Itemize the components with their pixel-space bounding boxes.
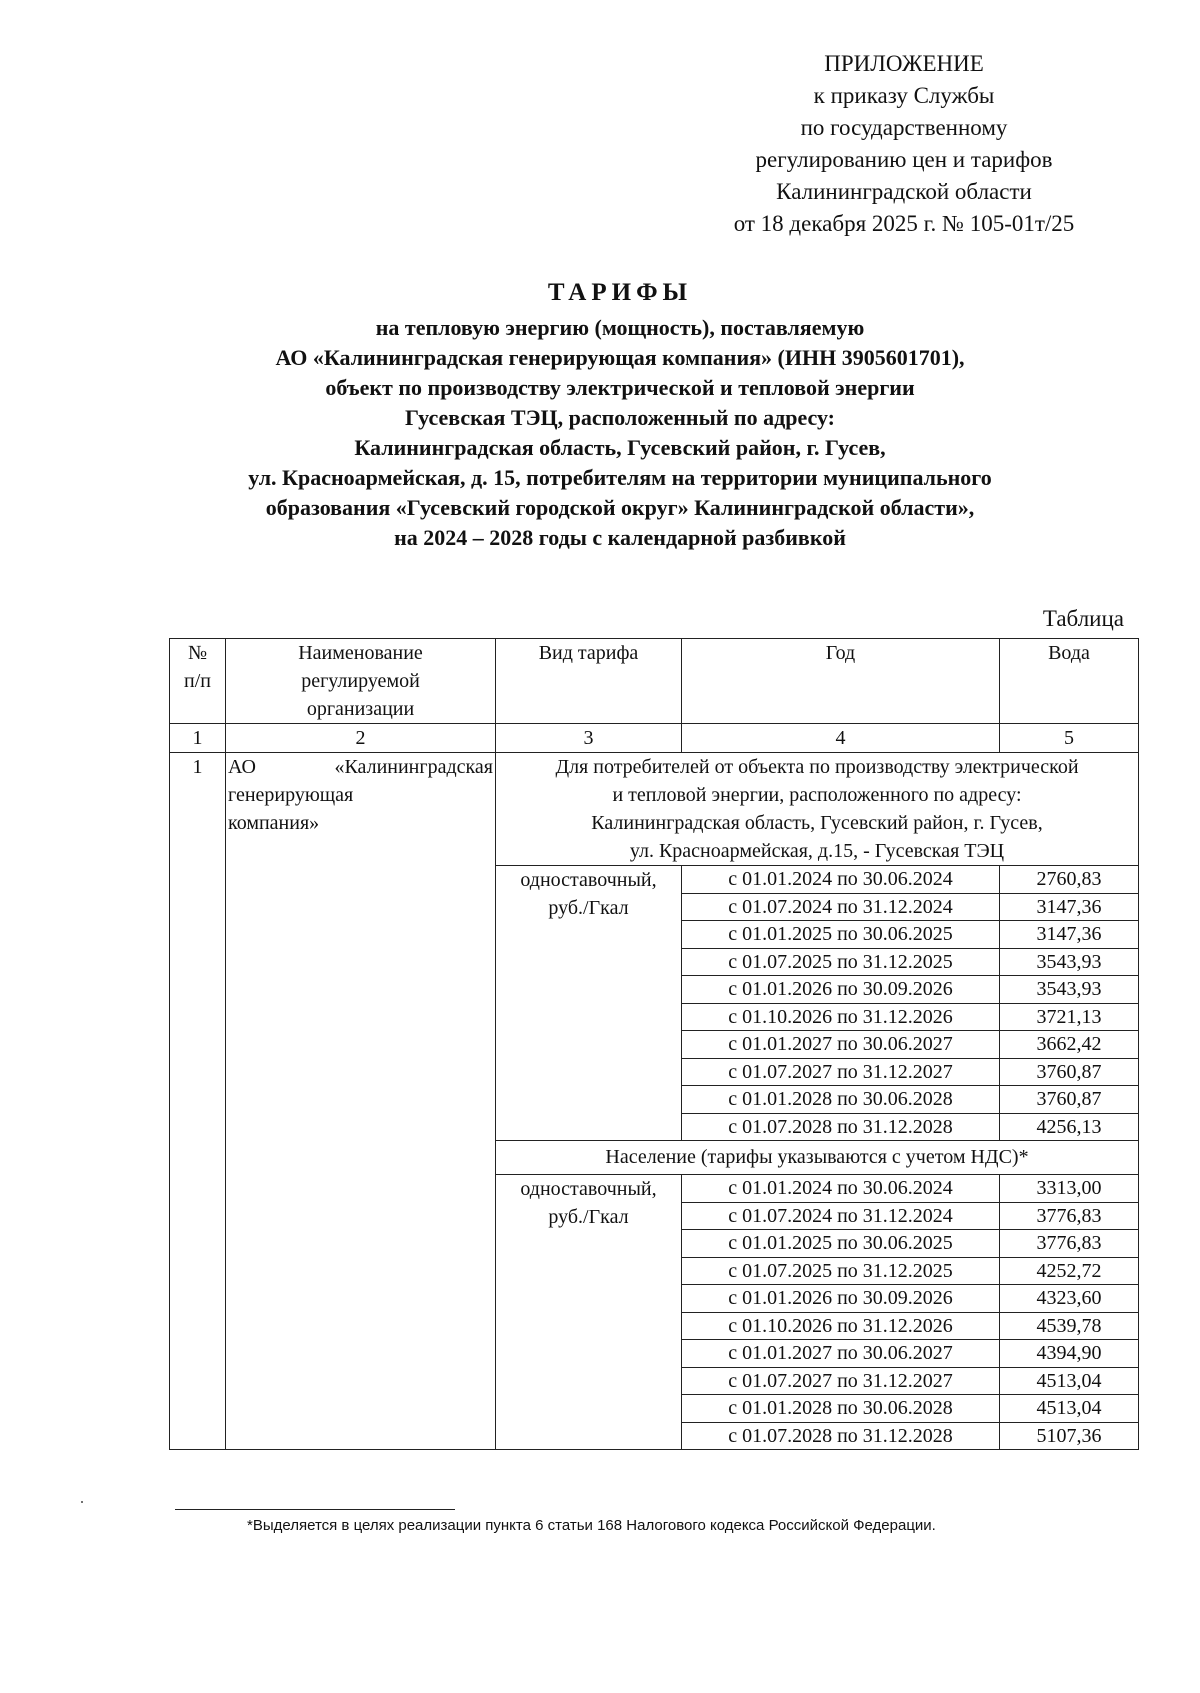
tariff-period: с 01.07.2025 по 31.12.2025	[682, 948, 1000, 976]
appendix-line: к приказу Службы	[813, 83, 995, 108]
tariff-period: с 01.01.2028 по 30.06.2028	[682, 1395, 1000, 1423]
column-number: 2	[226, 724, 496, 753]
tariff-type	[496, 866, 682, 1141]
tariff-value: 3760,87	[1000, 1058, 1139, 1086]
tariff-value: 3543,93	[1000, 976, 1139, 1004]
subtitle-line: ул. Красноармейская, д. 15, потребителям на территории муниципального	[248, 465, 992, 490]
appendix-title: ПРИЛОЖЕНИЕ	[824, 51, 984, 76]
tariff-value: 3776,83	[1000, 1230, 1139, 1258]
subtitle-line: Гусевская ТЭЦ, расположенный по адресу:	[404, 405, 836, 430]
tariff-value: 3760,87	[1000, 1086, 1139, 1114]
tariff-period: с 01.01.2028 по 30.06.2028	[682, 1086, 1000, 1114]
organization-name-part: «Калининградская	[334, 756, 493, 778]
tariff-period: с 01.07.2024 по 31.12.2024	[682, 893, 1000, 921]
organization-name	[226, 753, 496, 1450]
tariff-value: 3721,13	[1000, 1003, 1139, 1031]
tariff-period: с 01.01.2024 по 30.06.2024	[682, 1175, 1000, 1203]
tariff-period: с 01.01.2027 по 30.06.2027	[682, 1031, 1000, 1059]
subtitle-line: на тепловую энергию (мощность), поставляемую	[375, 315, 865, 340]
consumer-group-heading: Население (тарифы указываются с учетом НДС)*	[496, 1141, 1139, 1175]
tariff-period: с 01.01.2026 по 30.09.2026	[682, 1285, 1000, 1313]
tariff-period: с 01.01.2026 по 30.09.2026	[682, 976, 1000, 1004]
appendix-block	[684, 48, 1124, 240]
consumer-group-heading: Для потребителей от объекта по производству электрической и тепловой энергии, расположенного по адресу: Калининградская область, Гусевский район, г. Гусев, ул. Красноармейская, д.15, - Гусевская ТЭЦ	[496, 753, 1139, 866]
table-header-row	[170, 639, 1139, 724]
subtitle-line: образования «Гусевский городской округ» Калининградской области»,	[265, 495, 975, 520]
footnote-divider	[175, 1509, 455, 1510]
header-year: Год	[682, 639, 1000, 724]
footnote: *Выделяется в целях реализации пункта 6 статьи 168 Налогового кодекса Российской Федерации.	[247, 1517, 936, 1534]
column-number-row	[170, 724, 1139, 753]
tariff-value: 3147,36	[1000, 893, 1139, 921]
appendix-line: регулированию цен и тарифов	[755, 147, 1053, 172]
scan-speck	[81, 1501, 83, 1503]
subtitle-line: Калининградская область, Гусевский район, г. Гусев,	[354, 435, 886, 460]
tariff-period: с 01.07.2028 по 31.12.2028	[682, 1113, 1000, 1141]
tariff-type-line: одноставочный,	[520, 1178, 657, 1200]
tariff-value: 4252,72	[1000, 1257, 1139, 1285]
tariff-type-unit: руб./Гкал	[548, 1206, 629, 1228]
tariff-period: с 01.07.2027 по 31.12.2027	[682, 1058, 1000, 1086]
column-number: 5	[1000, 724, 1139, 753]
header-number: № п/п	[170, 639, 226, 724]
tariff-period: с 01.07.2025 по 31.12.2025	[682, 1257, 1000, 1285]
tariff-value: 4394,90	[1000, 1340, 1139, 1368]
tariff-value: 4513,04	[1000, 1395, 1139, 1423]
tariff-value: 4323,60	[1000, 1285, 1139, 1313]
organization-name-part: генерирующая	[228, 784, 354, 806]
tariff-period: с 01.01.2027 по 30.06.2027	[682, 1340, 1000, 1368]
tariff-value: 5107,36	[1000, 1422, 1139, 1450]
header-water: Вода	[1000, 639, 1139, 724]
subtitle-line: объект по производству электрической и тепловой энергии	[325, 375, 915, 400]
appendix-line: Калининградской области	[776, 179, 1032, 204]
tariff-period: с 01.10.2026 по 31.12.2026	[682, 1003, 1000, 1031]
document-title: ТАРИФЫ	[547, 279, 693, 306]
tariff-type-unit: руб./Гкал	[548, 897, 629, 919]
tariff-value: 3776,83	[1000, 1202, 1139, 1230]
tariff-value: 3313,00	[1000, 1175, 1139, 1203]
tariff-period: с 01.10.2026 по 31.12.2026	[682, 1312, 1000, 1340]
header-organization: Наименование регулируемой организации	[226, 639, 496, 724]
tariff-value: 3147,36	[1000, 921, 1139, 949]
tariff-value: 3543,93	[1000, 948, 1139, 976]
tariff-period: с 01.01.2025 по 30.06.2025	[682, 1230, 1000, 1258]
title-block	[120, 273, 1120, 553]
subtitle-line: на 2024 – 2028 годы с календарной разбивкой	[394, 525, 846, 550]
column-number: 1	[170, 724, 226, 753]
column-number: 4	[682, 724, 1000, 753]
tariff-value: 4513,04	[1000, 1367, 1139, 1395]
tariff-period: с 01.07.2028 по 31.12.2028	[682, 1422, 1000, 1450]
tariff-value: 2760,83	[1000, 866, 1139, 894]
block1-heading-row	[170, 753, 1139, 866]
tariff-type-line: одноставочный,	[520, 869, 657, 891]
tariff-value: 3662,42	[1000, 1031, 1139, 1059]
organization-name-part: АО	[228, 756, 256, 778]
tariff-type	[496, 1175, 682, 1450]
tariff-period: с 01.07.2027 по 31.12.2027	[682, 1367, 1000, 1395]
header-tariff-type: Вид тарифа	[496, 639, 682, 724]
column-number: 3	[496, 724, 682, 753]
appendix-line: по государственному	[800, 115, 1008, 140]
tariff-table	[169, 638, 1139, 1450]
row-number: 1	[170, 753, 226, 1450]
tariff-period: с 01.07.2024 по 31.12.2024	[682, 1202, 1000, 1230]
subtitle-line: АО «Калининградская генерирующая компания» (ИНН 3905601701),	[275, 345, 965, 370]
appendix-order-date: от 18 декабря 2025 г. № 105-01т/25	[733, 211, 1075, 236]
tariff-period: с 01.01.2025 по 30.06.2025	[682, 921, 1000, 949]
tariff-value: 4256,13	[1000, 1113, 1139, 1141]
table-caption: Таблица	[1042, 606, 1124, 631]
tariff-value: 4539,78	[1000, 1312, 1139, 1340]
tariff-period: с 01.01.2024 по 30.06.2024	[682, 866, 1000, 894]
organization-name-part: компания»	[228, 812, 320, 834]
